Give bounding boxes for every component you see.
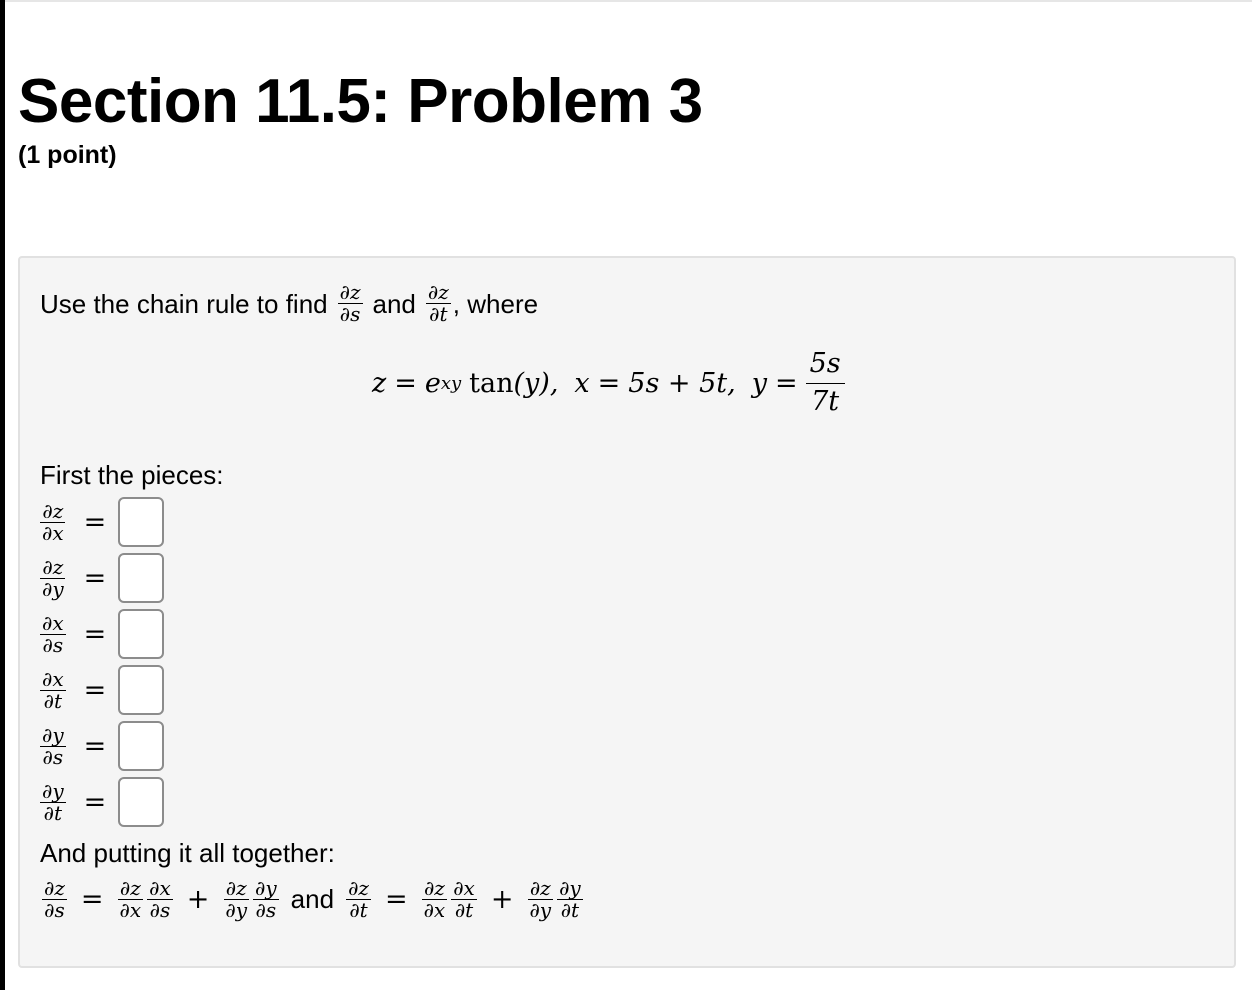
piece-row-dy-dt: $\frac{\partial y}{\partial t}$ = [40, 774, 164, 830]
tan-function: tan [469, 367, 514, 399]
intro-prefix: Use the chain rule to find [40, 288, 328, 319]
answer-input-dz-dx[interactable] [118, 497, 164, 547]
left-border [0, 0, 5, 990]
piece-row-dx-ds: $\frac{\partial x}{\partial s}$ = [40, 606, 164, 662]
dz-ds-lhs: $\frac{\partial z}{\partial s}$ [44, 875, 65, 922]
function-definition: z = e xy tan (y), x = 5s + 5t, y = $\frac{5s}{7t}$ [372, 346, 845, 420]
problem-statement [40, 282, 538, 325]
dz-dy-fraction: $\frac{\partial z}{\partial y}$ [42, 554, 64, 601]
dz-dt-fraction: $\frac{\partial z}{\partial t}$ [427, 280, 449, 326]
problem-panel [18, 256, 1236, 968]
piece-row-dx-dt: $\frac{\partial x}{\partial t}$ = [40, 662, 164, 718]
point-value: (1 point) [18, 141, 117, 169]
chain-rule-formula: $\frac{\partial z}{\partial s}$ = $\frac{\partial z}{\partial x}$ $\frac{\partial x}{\partial s}$ + $\frac{\partial z}{\partial y}$ $\frac{\partial y}{\partial s}$ and $\frac{\partial z}{\partial t}$ = $\frac{\partial z}{\partial x}$ $\frac{\partial x}{\partial t}$ + $\frac{\partial z}{\partial y}$ $\frac{\partial y}{\partial t}$ [44, 875, 581, 922]
x-variable: x [574, 367, 590, 399]
z-variable: z [372, 367, 387, 399]
intro-and: and [372, 288, 416, 319]
together-label: And putting it all together: [40, 838, 335, 868]
exponent: xy [440, 372, 462, 394]
pieces-label: First the pieces: [40, 460, 224, 490]
dy-dt-fraction: $\frac{\partial y}{\partial t}$ [42, 778, 64, 825]
answer-input-dx-ds[interactable] [118, 609, 164, 659]
dz-ds-fraction: $\frac{\partial z}{\partial s}$ [339, 280, 361, 326]
page-title: Section 11.5: Problem 3 [18, 67, 703, 136]
x-definition: 5s + 5t, [628, 367, 736, 399]
y-variable: y [751, 367, 767, 399]
dx-dt-fraction: $\frac{\partial x}{\partial t}$ [42, 666, 64, 713]
piece-row-dz-dy: $\frac{\partial z}{\partial y}$ = [40, 550, 164, 606]
tan-argument: (y), [513, 367, 559, 399]
answer-input-dy-dt[interactable] [118, 777, 164, 827]
dy-ds-fraction: $\frac{\partial y}{\partial s}$ [42, 722, 64, 769]
y-definition-fraction: $\frac{5s}{7t}$ [806, 350, 845, 416]
answer-input-dz-dy[interactable] [118, 553, 164, 603]
top-divider [5, 0, 1252, 2]
answer-input-dy-ds[interactable] [118, 721, 164, 771]
dz-dx-fraction: $\frac{\partial z}{\partial x}$ [42, 498, 64, 545]
exp-base: e [424, 367, 441, 399]
dz-dt-lhs: $\frac{\partial z}{\partial t}$ [348, 875, 369, 922]
answer-input-dx-dt[interactable] [118, 665, 164, 715]
intro-suffix: , where [452, 288, 539, 319]
chain-and: and [290, 883, 335, 914]
piece-row-dy-ds: $\frac{\partial y}{\partial s}$ = [40, 718, 164, 774]
dx-ds-fraction: $\frac{\partial x}{\partial s}$ [42, 610, 64, 657]
piece-row-dz-dx: $\frac{\partial z}{\partial x}$ = [40, 494, 164, 550]
